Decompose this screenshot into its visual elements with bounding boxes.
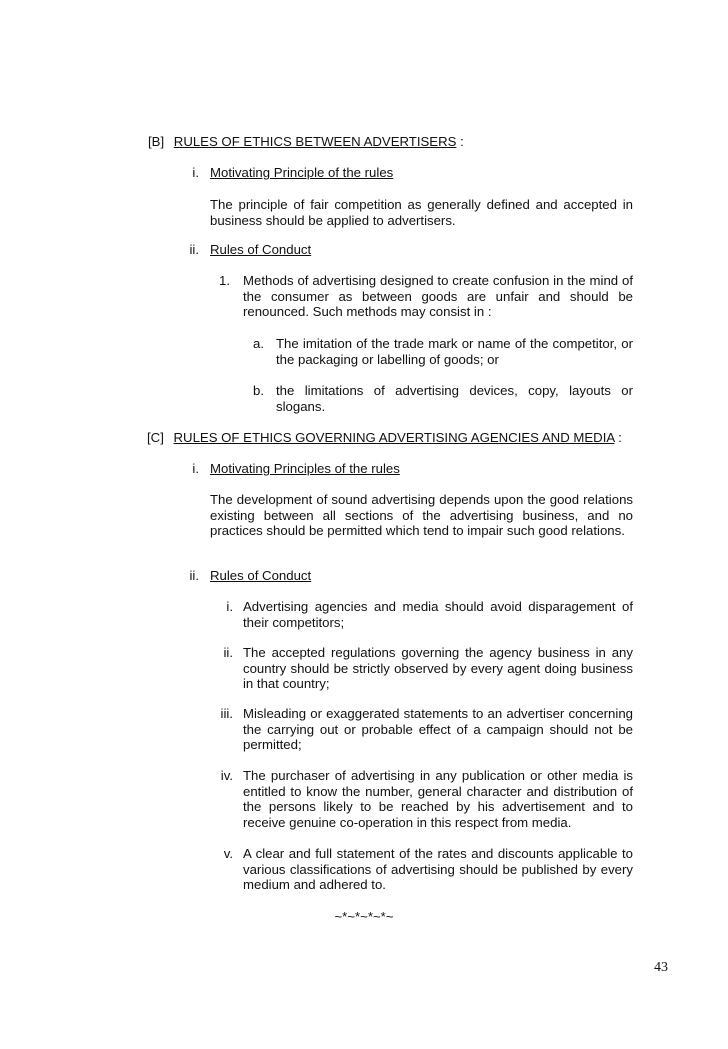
section-c-title: RULES OF ETHICS GOVERNING ADVERTISING AGENCIES AND MEDIA xyxy=(173,430,615,445)
section-b-item-1-text: Methods of advertising designed to create confusion in the mind of the consumer as between goods are unfair and should be renounced. Such methods may consist in : xyxy=(243,273,633,320)
section-divider: ~*~*~*~*~ xyxy=(334,909,394,924)
section-c-item-text: The accepted regulations governing the agency business in any country should be strictly observed by every agent doing business in that country; xyxy=(243,645,633,692)
section-b-colon: : xyxy=(456,134,464,149)
section-c-marker: [C] xyxy=(147,430,164,445)
section-b-item-1-number: 1. xyxy=(219,273,230,288)
section-b-heading xyxy=(148,134,648,150)
section-c-item-number: i. xyxy=(226,599,233,614)
section-c-item-text: Advertising agencies and media should avoid disparagement of their competitors; xyxy=(243,599,633,630)
section-b-ii-heading: Rules of Conduct xyxy=(210,242,312,257)
section-b-item-b-number: b. xyxy=(253,383,264,398)
section-c-ii-number: ii. xyxy=(189,568,199,583)
section-c-item-text: A clear and full statement of the rates and discounts applicable to various classifications of advertising should be published by every medium and adhered to. xyxy=(243,846,633,893)
section-b-item-a-number: a. xyxy=(253,336,264,351)
section-b-i-heading: Motivating Principle of the rules xyxy=(210,165,394,180)
section-c-item-text: The purchaser of advertising in any publication or other media is entitled to know the number, general character and distribution of the persons likely to be reached by his advertisement and to receive genuine co-operation in this respect from media. xyxy=(243,768,633,830)
section-b-item-b-text: the limitations of advertising devices, copy, layouts or slogans. xyxy=(276,383,633,414)
section-c-item-number: v. xyxy=(223,846,233,861)
section-b-i-text: The principle of fair competition as generally defined and accepted in business should be applied to advertisers. xyxy=(210,197,633,228)
section-c-item-number: iii. xyxy=(220,706,233,721)
section-c-i-heading: Motivating Principles of the rules xyxy=(210,461,400,476)
section-c-item-number: ii. xyxy=(223,645,233,660)
section-c-colon: : xyxy=(614,430,622,445)
section-c-ii-heading: Rules of Conduct xyxy=(210,568,312,583)
section-c-item-number: iv. xyxy=(220,768,233,783)
section-b-ii-number: ii. xyxy=(189,242,199,257)
section-c-i-text: The development of sound advertising depends upon the good relations existing between all sections of the advertising business, and no practices should be permitted which tend to impair such good relations. xyxy=(210,492,633,539)
page-number: 43 xyxy=(654,960,668,975)
section-c-i-number: i. xyxy=(192,461,199,476)
section-b-marker: [B] xyxy=(148,134,165,149)
section-c-heading xyxy=(147,430,667,446)
section-b-item-a-text: The imitation of the trade mark or name of the competitor, or the packaging or labelling of goods; or xyxy=(276,336,633,367)
section-c-item-text: Misleading or exaggerated statements to an advertiser concerning the carrying out or probable effect of a campaign should not be permitted; xyxy=(243,706,633,753)
section-b-i-number: i. xyxy=(192,165,199,180)
section-b-title: RULES OF ETHICS BETWEEN ADVERTISERS xyxy=(173,134,457,149)
